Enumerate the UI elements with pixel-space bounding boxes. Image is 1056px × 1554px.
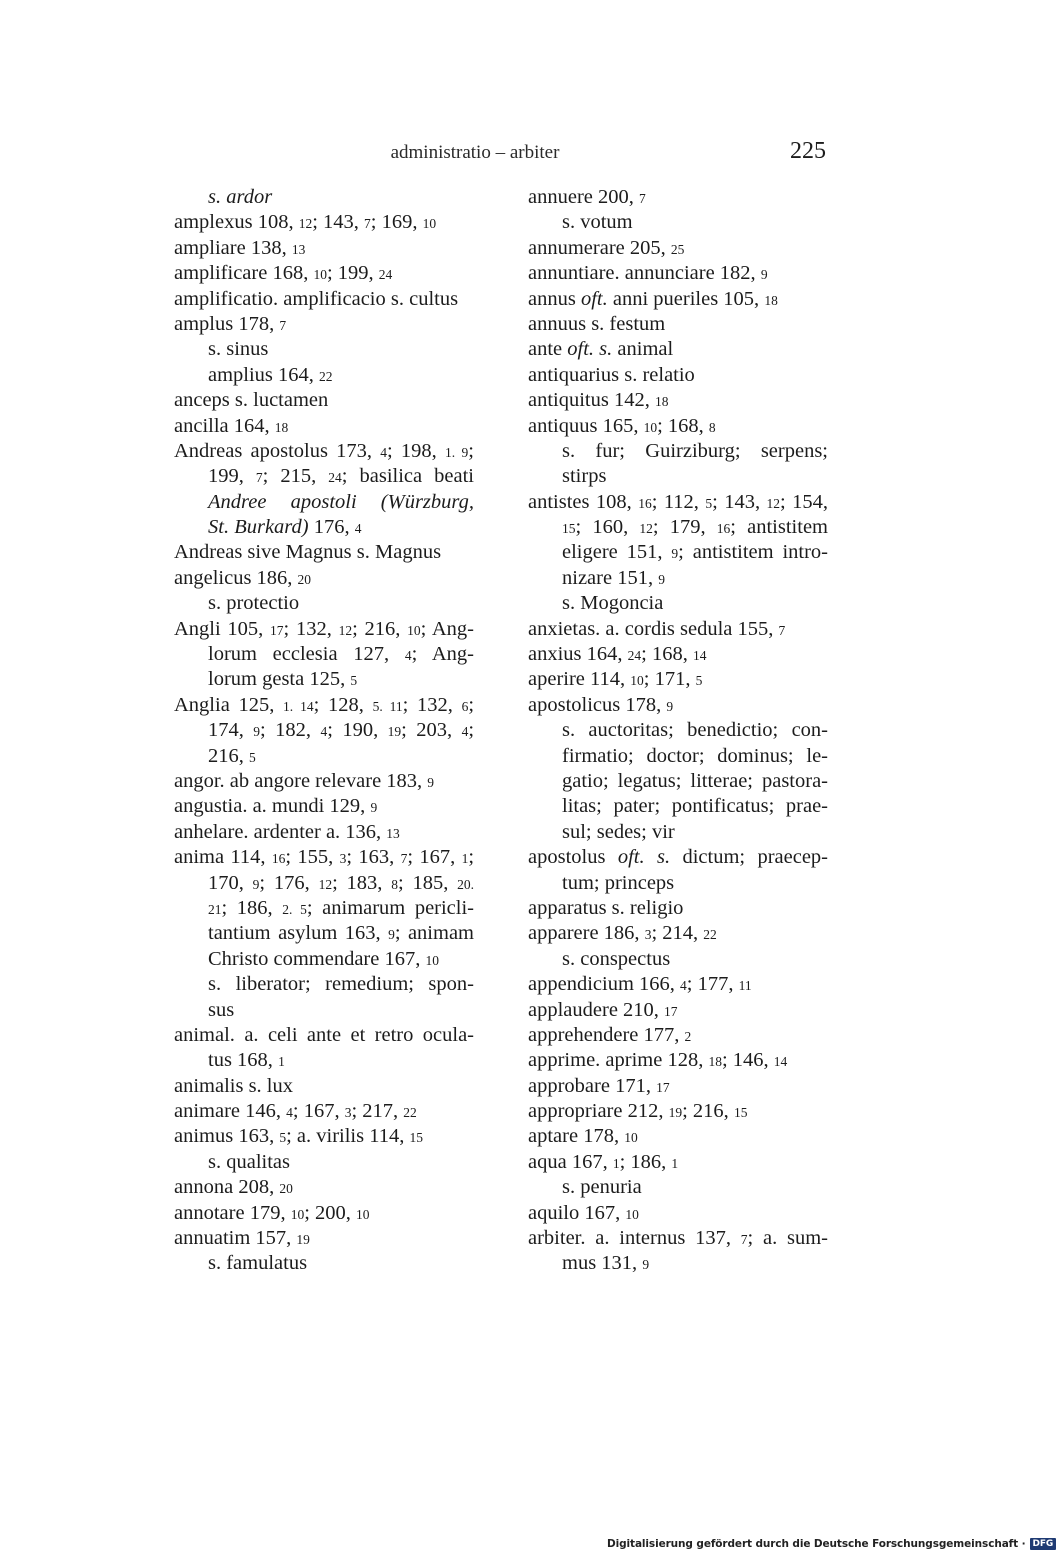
index-entry: apprehendere 177, 2 bbox=[528, 1023, 692, 1046]
index-entry: eligere 151, 9; antistitem intro- bbox=[562, 541, 829, 564]
index-entry: aqua 167, 1; 186, 1 bbox=[528, 1150, 679, 1173]
index-entry: Andree apostoli (Würzburg, bbox=[208, 490, 474, 513]
credit-text: Digitalisierung gefördert durch die Deutsche Forschungsgemeinschaft · bbox=[607, 1538, 1026, 1550]
index-entry: amplus 178, 7 bbox=[174, 312, 287, 335]
index-entry: s. ardor bbox=[208, 186, 273, 208]
index-entry: annuere 200, 7 bbox=[528, 186, 646, 208]
digitization-credit bbox=[607, 1538, 1056, 1550]
index-entry: s. fur; Guirziburg; serpens; bbox=[562, 439, 828, 462]
index-entry: ante oft. s. animal bbox=[528, 338, 674, 361]
dfg-logo-icon: DFG bbox=[1030, 1538, 1056, 1550]
running-header: administratio – arbiter bbox=[390, 142, 560, 163]
index-entry: annuatim 157, 19 bbox=[174, 1227, 310, 1250]
index-entry: antiquarius s. relatio bbox=[528, 363, 695, 386]
index-entry: appropriare 212, 19; 216, 15 bbox=[528, 1100, 748, 1123]
index-entry: stirps bbox=[562, 465, 607, 488]
index-entry: s. votum bbox=[562, 211, 633, 234]
index-entry: animal. a. celi ante et retro ocula- bbox=[174, 1023, 474, 1046]
index-entry: aperire 114, 10; 171, 5 bbox=[528, 668, 703, 691]
index-entry: anxietas. a. cordis sedula 155, 7 bbox=[528, 617, 786, 640]
index-entry: antiquitus 142, 18 bbox=[528, 389, 669, 412]
index-entry: annus oft. anni pueriles 105, 18 bbox=[528, 287, 778, 310]
index-entry: apparere 186, 3; 214, 22 bbox=[528, 922, 717, 945]
index-entry: applaudere 210, 17 bbox=[528, 998, 678, 1021]
index-entry: nizare 151, 9 bbox=[562, 566, 665, 589]
index-entry: sul; sedes; vir bbox=[562, 820, 675, 843]
index-entry: s. penuria bbox=[562, 1176, 642, 1199]
index-entry: 15; 160, 12; 179, 16; antistitem bbox=[562, 516, 828, 539]
index-entry: St. Burkard) 176, 4 bbox=[208, 516, 362, 539]
index-entry: aquilo 167, 10 bbox=[528, 1201, 639, 1224]
index-entry: animare 146, 4; 167, 3; 217, 22 bbox=[174, 1100, 417, 1123]
index-entry: litas; pater; pontificatus; prae- bbox=[562, 795, 828, 818]
index-entry: animalis s. lux bbox=[174, 1074, 294, 1097]
index-entry: 21; 186, 2. 5; animarum pericli- bbox=[208, 896, 475, 919]
index-entry: Anglia 125, 1. 14; 128, 5. 11; 132, 6; bbox=[174, 693, 475, 716]
index-entry: Andreas sive Magnus s. Magnus bbox=[174, 541, 442, 564]
index-entry: arbiter. a. internus 137, 7; a. sum- bbox=[528, 1227, 828, 1250]
index-entry: anxius 164, 24; 168, 14 bbox=[528, 643, 707, 666]
index-entry: gatio; legatus; litterae; pastora- bbox=[562, 769, 828, 792]
index-entry: annotare 179, 10; 200, 10 bbox=[174, 1201, 370, 1224]
index-entry: approbare 171, 17 bbox=[528, 1074, 670, 1097]
index-entry: amplius 164, 22 bbox=[208, 363, 333, 386]
index-entry: antiquus 165, 10; 168, 8 bbox=[528, 414, 716, 437]
index-entry: s. qualitas bbox=[208, 1150, 290, 1173]
index-entry: amplificare 168, 10; 199, 24 bbox=[174, 262, 393, 285]
index-entry: Andreas apostolus 173, 4; 198, 1. 9; bbox=[174, 439, 474, 462]
index-entry: s. sinus bbox=[208, 338, 269, 361]
index-entry: s. liberator; remedium; spon- bbox=[208, 973, 474, 996]
page-number: 225 bbox=[790, 138, 826, 164]
index-entry: s. famulatus bbox=[208, 1252, 308, 1275]
index-entry: appendicium 166, 4; 177, 11 bbox=[528, 973, 752, 996]
index-entry: s. conspectus bbox=[562, 947, 671, 970]
index-entry: anhelare. ardenter a. 136, 13 bbox=[174, 820, 400, 843]
index-column-right bbox=[528, 185, 828, 1277]
index-entry: amplificatio. amplificacio s. cultus bbox=[174, 287, 459, 310]
index-entry: annumerare 205, 25 bbox=[528, 236, 685, 259]
index-entry: sus bbox=[208, 998, 235, 1021]
index-entry: angor. ab angore relevare 183, 9 bbox=[174, 769, 435, 792]
index-entry: angelicus 186, 20 bbox=[174, 566, 312, 589]
index-entry: lorum gesta 125, 5 bbox=[208, 668, 358, 691]
index-entry: mus 131, 9 bbox=[562, 1252, 650, 1275]
index-entry: apostolus oft. s. dictum; praecep- bbox=[528, 846, 829, 869]
index-entry: animus 163, 5; a. virilis 114, 15 bbox=[174, 1125, 423, 1148]
index-entry: 199, 7; 215, 24; basilica beati bbox=[208, 465, 474, 488]
index-entry: angustia. a. mundi 129, 9 bbox=[174, 795, 378, 818]
index-entry: 170, 9; 176, 12; 183, 8; 185, 20. bbox=[208, 871, 475, 894]
index-entry: anceps s. luctamen bbox=[174, 389, 329, 412]
index-entry: lorum ecclesia 127, 4; Ang- bbox=[208, 643, 474, 666]
index-entry: Christo commendare 167, 10 bbox=[208, 947, 439, 970]
index-entry: apprime. aprime 128, 18; 146, 14 bbox=[528, 1049, 788, 1072]
index-entry: tus 168, 1 bbox=[208, 1049, 285, 1072]
index-entry: amplexus 108, 12; 143, 7; 169, 10 bbox=[174, 211, 437, 234]
index-entry: 216, 5 bbox=[208, 744, 256, 767]
index-entry: annuntiare. annunciare 182, 9 bbox=[528, 262, 768, 285]
index-entry: aptare 178, 10 bbox=[528, 1125, 638, 1148]
index-entry: s. Mogoncia bbox=[562, 592, 664, 615]
index-entry: ancilla 164, 18 bbox=[174, 414, 289, 437]
index-entry: annona 208, 20 bbox=[174, 1176, 293, 1199]
index-entry: tum; princeps bbox=[562, 871, 675, 894]
index-entry: firmatio; doctor; dominus; le- bbox=[562, 744, 828, 767]
index-entry: tantium asylum 163, 9; animam bbox=[208, 922, 474, 945]
index-entry: apparatus s. religio bbox=[528, 896, 684, 919]
index-column-left bbox=[174, 185, 474, 1277]
index-entry: annuus s. festum bbox=[528, 312, 666, 335]
index-entry: antistes 108, 16; 112, 5; 143, 12; 154, bbox=[528, 490, 828, 513]
index-entry: Angli 105, 17; 132, 12; 216, 10; Ang- bbox=[174, 617, 475, 640]
index-entry: s. auctoritas; benedictio; con- bbox=[562, 719, 828, 742]
index-entry: ampliare 138, 13 bbox=[174, 236, 306, 259]
index-entry: 174, 9; 182, 4; 190, 19; 203, 4; bbox=[208, 719, 475, 742]
index-entry: s. protectio bbox=[208, 592, 300, 615]
index-entry: anima 114, 16; 155, 3; 163, 7; 167, 1; bbox=[174, 846, 475, 869]
index-entry: apostolicus 178, 9 bbox=[528, 693, 674, 716]
